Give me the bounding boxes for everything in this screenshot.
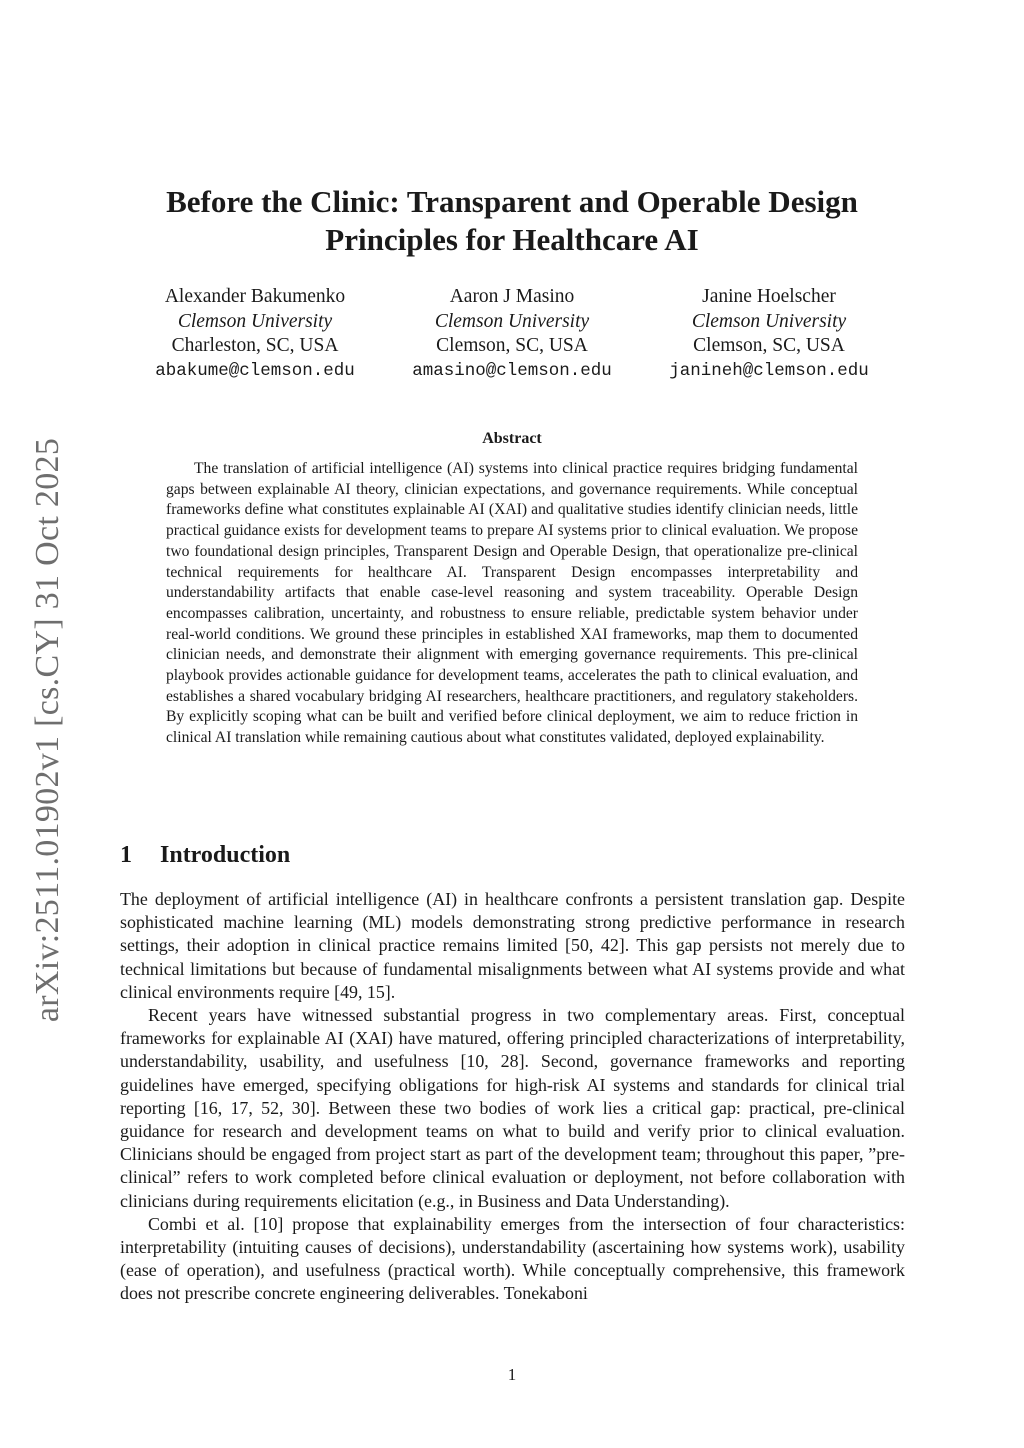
- section-heading: [120, 840, 290, 870]
- body-paragraph: The deployment of artificial intelligence (AI) in healthcare confronts a persistent translation gap. Despite sophisticated machine learning (ML) models demonstrating strong predictive performance in research settings, their adoption in clinical practice remains limited [50, 42]. This gap persists not merely due to technical limitations but because of fundamental misalignments between what AI systems provide and what clinical environments require [49, 15].: [120, 889, 905, 1002]
- author-name: Alexander Bakumenko: [164, 286, 346, 307]
- author-email[interactable]: abakume@clemson.edu: [155, 360, 355, 381]
- author-3: [654, 285, 884, 383]
- author-affiliation: Clemson University: [691, 310, 847, 332]
- author-affiliation: Clemson University: [434, 310, 590, 332]
- section-number: 1: [120, 842, 132, 868]
- author-email[interactable]: janineh@clemson.edu: [669, 360, 869, 381]
- author-block: [140, 285, 884, 383]
- abstract-heading: Abstract: [482, 430, 542, 447]
- abstract-text: The translation of artificial intelligence (AI) systems into clinical practice requires bridging fundamental gaps between explainable AI theory, clinician expectations, and governance requirements. While conceptual frameworks define what constitutes explainable AI (XAI) and qualitative studies identify clinician needs, little practical guidance exists for development teams to prepare AI systems prior to clinical evaluation. We propose two foundational design principles, Transparent Design and Operable Design, that operationalize pre-clinical technical requirements for healthcare AI. Transparent Design encompasses interpretability and understandability artifacts that enable case-level reasoning and system traceability. Operable Design encompasses calibration, uncertainty, and robustness to ensure reliable, predictable system behavior under real-world conditions. We ground these principles in established XAI frameworks, map them to documented clinician needs, and demonstrate their alignment with emerging governance requirements. This pre-clinical playbook provides actionable guidance for development teams, accelerates the path to clinical evaluation, and establishes a shared vocabulary bridging AI researchers, healthcare practitioners, and regulatory stakeholders. By explicitly scoping what can be built and verified before clinical deployment, we aim to reduce friction in clinical AI translation while remaining cautious about what constitutes validated, deployed explainability.: [166, 460, 858, 747]
- author-email[interactable]: amasino@clemson.edu: [412, 360, 612, 381]
- body-paragraph: Recent years have witnessed substantial progress in two complementary areas. First, conceptual frameworks for explainable AI (XAI) have matured, offering principled characterizations of interpretability, understandability, usability, and usefulness [10, 28]. Second, governance frameworks and reporting guidelines have emerged, specifying obligations for high-risk AI systems and standards for clinical trial reporting [16, 17, 52, 30]. Between these two bodies of work lies a critical gap: practical, pre-clinical guidance for research and development teams on what to build and verify prior to clinical evaluation. Clinicians should be engaged from project start as part of the development team; throughout this paper, ”pre-clinical” refers to work completed before clinical evaluation or deployment, not before collaboration with clinicians during requirements elicitation (e.g., in Business and Data Understanding).: [120, 1005, 905, 1211]
- author-1: [140, 285, 370, 383]
- author-location: Charleston, SC, USA: [171, 335, 339, 356]
- author-2: [397, 285, 627, 383]
- author-name: Janine Hoelscher: [702, 286, 836, 307]
- body-paragraph: Combi et al. [10] propose that explainability emerges from the intersection of four characteristics: interpretability (intuiting causes of decisions), understandability (ascertaining how systems work), usability (ease of operation), and usefulness (practical worth). While conceptually comprehensive, this framework does not prescribe concrete engineering deliverables. Tonekaboni: [120, 1213, 905, 1304]
- section-title: Introduction: [160, 842, 291, 868]
- paper-title: Before the Clinic: Transparent and Operable Design Principles for Healthcare AI: [166, 184, 858, 257]
- author-name: Aaron J Masino: [449, 286, 575, 307]
- author-location: Clemson, SC, USA: [693, 335, 845, 356]
- author-location: Clemson, SC, USA: [436, 335, 588, 356]
- section-body: [120, 888, 905, 1306]
- page-number: 1: [507, 1365, 517, 1384]
- author-affiliation: Clemson University: [177, 310, 333, 332]
- arxiv-identifier: arXiv:2511.01902v1 [cs.CY] 31 Oct 2025: [29, 437, 66, 1023]
